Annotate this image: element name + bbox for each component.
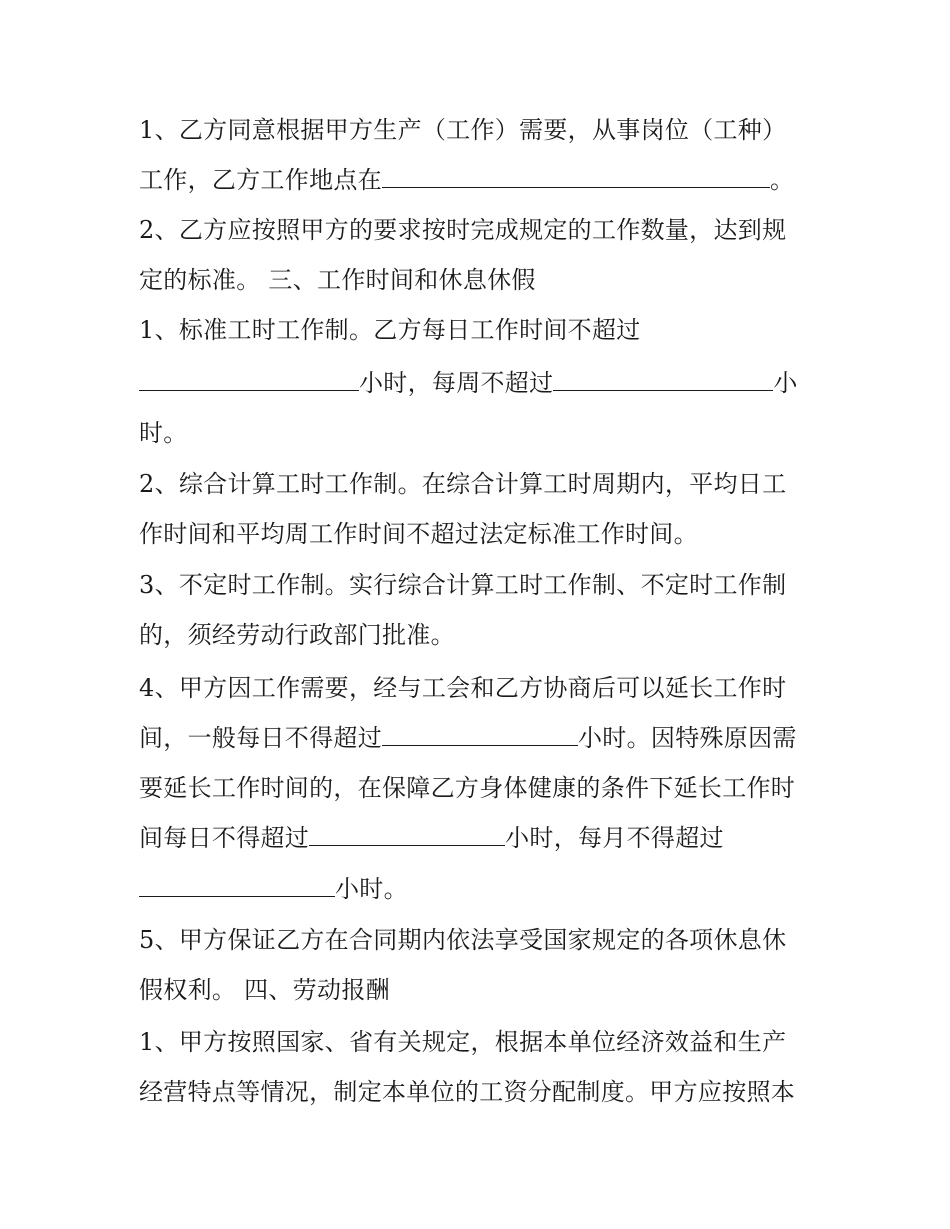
text-line-9: 作时间和平均周工作时间不超过法定标准工作时间。 (139, 520, 698, 548)
fill-blank-daily-hours (139, 368, 359, 391)
text-line-18: 假权利。 四、劳动报酬 (139, 976, 390, 1004)
text-line-20: 经营特点等情况，制定本单位的工资分配制度。甲方应按照本 (139, 1078, 796, 1106)
text-line-2: 工作，乙方工作地点在 。 (139, 166, 795, 194)
text-line-12: 4、甲方因工作需要，经与工会和乙方协商后可以延长工作时 (139, 674, 787, 702)
text-line-17: 5、甲方保证乙方在合同期内依法享受国家规定的各项休息休 (139, 926, 787, 954)
fill-blank-special-daily-overtime (309, 823, 505, 846)
fill-blank-weekly-hours (553, 368, 773, 391)
text-line-4: 定的标准。 三、工作时间和休息休假 (139, 266, 536, 294)
text-line-15: 间每日不得超过 小时，每月不得超过 (139, 824, 724, 852)
text-line-16: 小时。 (139, 869, 408, 909)
text-line-13: 间，一般每日不得超过 小时。因特殊原因需 (139, 724, 797, 752)
text-line-3: 2、乙方应按照甲方的要求按时完成规定的工作数量，达到规 (139, 216, 787, 244)
text-line-8: 2、综合计算工时工作制。在综合计算工时周期内，平均日工 (139, 470, 787, 498)
text-line-10: 3、不定时工作制。实行综合计算工时工作制、不定时工作制 (139, 571, 787, 599)
text-line-7: 时。 (139, 419, 188, 447)
fill-blank-monthly-overtime (139, 874, 335, 897)
text-line-11: 的，须经劳动行政部门批准。 (139, 621, 455, 649)
fill-blank-daily-overtime (382, 723, 578, 746)
fill-blank-work-location (382, 165, 770, 188)
text-line-14: 要延长工作时间的，在保障乙方身体健康的条件下延长工作时 (139, 774, 796, 802)
text-line-1: 1、乙方同意根据甲方生产（工作）需要，从事岗位（工种） (139, 116, 787, 144)
text-line-6: 小时，每周不超过 小 (139, 363, 798, 403)
text-line-19: 1、甲方按照国家、省有关规定，根据本单位经济效益和生产 (139, 1028, 787, 1056)
text-line-5: 1、标准工时工作制。乙方每日工作时间不超过 (139, 316, 641, 344)
